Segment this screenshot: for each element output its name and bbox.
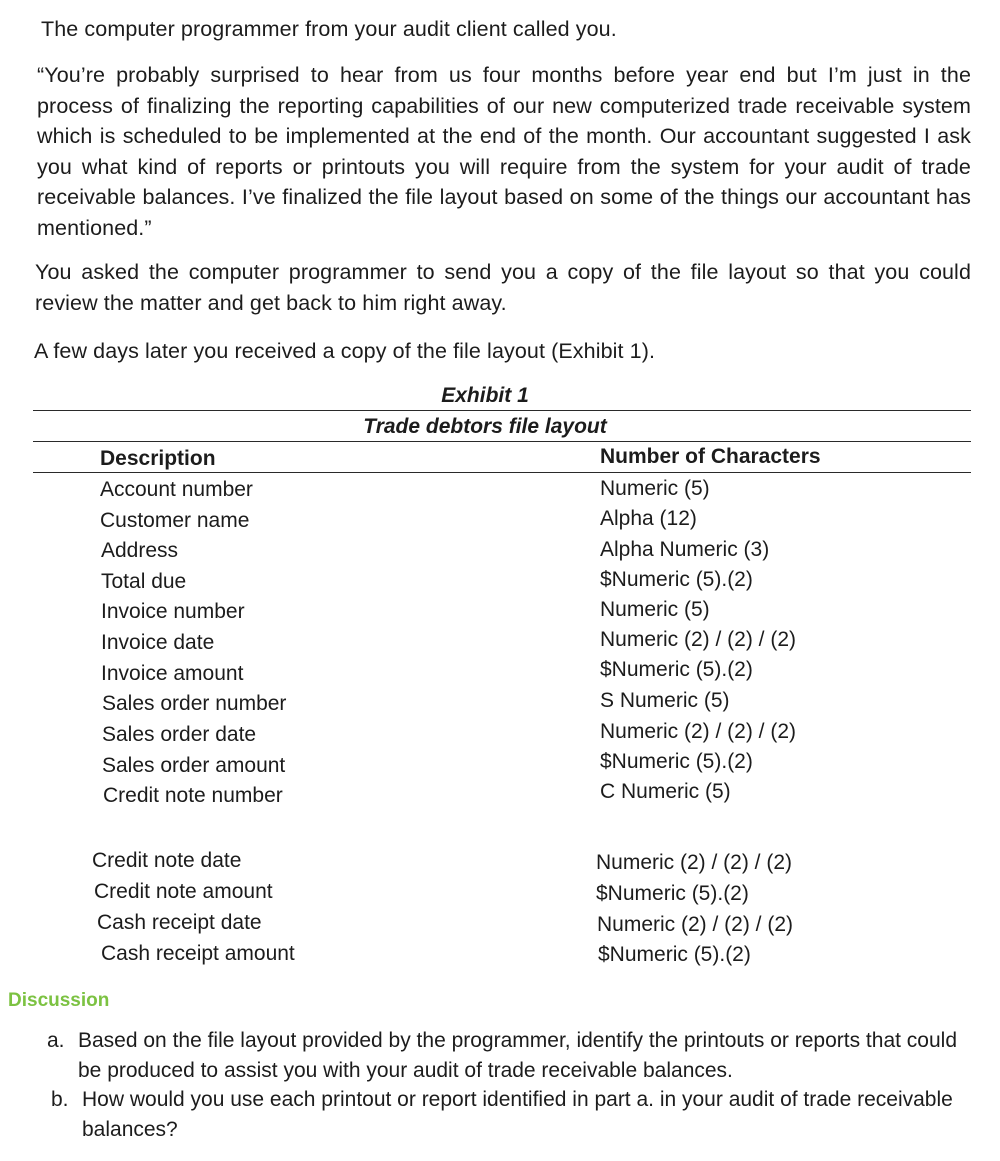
table-row bbox=[0, 846, 1000, 876]
field-characters: Alpha (12) bbox=[600, 507, 697, 530]
field-characters: Numeric (2) / (2) / (2) bbox=[600, 720, 797, 743]
table-row bbox=[0, 908, 1000, 938]
field-description: Sales order number bbox=[102, 692, 287, 715]
field-description: Sales order amount bbox=[102, 754, 286, 777]
table-row bbox=[0, 689, 1000, 719]
field-characters: Numeric (5) bbox=[600, 598, 710, 621]
field-characters: $Numeric (5).(2) bbox=[598, 943, 751, 966]
table-row bbox=[0, 659, 1000, 689]
field-characters: Numeric (2) / (2) / (2) bbox=[597, 913, 794, 936]
field-description: Sales order date bbox=[102, 723, 257, 746]
field-description: Credit note number bbox=[103, 784, 283, 807]
field-description: Credit note amount bbox=[94, 880, 273, 903]
table-header-bottom-rule bbox=[33, 472, 971, 473]
field-description: Credit note date bbox=[92, 849, 242, 872]
question-letter: b. bbox=[51, 1088, 69, 1111]
table-row bbox=[0, 720, 1000, 750]
table-row bbox=[0, 597, 1000, 627]
table-row bbox=[0, 751, 1000, 781]
discussion-question bbox=[51, 1085, 972, 1145]
field-characters: $Numeric (5).(2) bbox=[600, 750, 753, 773]
question-text: Based on the file layout provided by the programmer, identify the printouts or reports that could be produced to assist you with your audit of trade receivable balances. bbox=[78, 1029, 957, 1082]
discussion-heading: Discussion bbox=[8, 990, 110, 1011]
table-row bbox=[0, 781, 1000, 811]
field-description: Invoice amount bbox=[101, 662, 244, 685]
field-description: Invoice number bbox=[101, 600, 245, 623]
field-characters: Alpha Numeric (3) bbox=[600, 538, 770, 561]
exhibit-label: Exhibit 1 bbox=[441, 384, 529, 407]
field-characters: S Numeric (5) bbox=[600, 689, 730, 712]
discussion-question bbox=[47, 1026, 972, 1086]
table-row bbox=[0, 939, 1000, 969]
field-characters: Numeric (5) bbox=[600, 477, 710, 500]
table-top-rule bbox=[33, 410, 971, 411]
field-characters: Numeric (2) / (2) / (2) bbox=[600, 628, 797, 651]
question-text: How would you use each printout or report identified in part a. in your audit of trade receivable balances? bbox=[82, 1088, 953, 1141]
field-description: Customer name bbox=[100, 509, 250, 532]
table-row bbox=[0, 536, 1000, 566]
field-description: Total due bbox=[101, 570, 187, 593]
field-characters: $Numeric (5).(2) bbox=[600, 658, 753, 681]
table-row bbox=[0, 475, 1000, 505]
intro-paragraph: The computer programmer from your audit client called you. bbox=[41, 17, 617, 41]
column-header-characters: Number of Characters bbox=[600, 445, 821, 468]
field-characters: $Numeric (5).(2) bbox=[600, 568, 753, 591]
field-description: Invoice date bbox=[101, 631, 215, 654]
table-header-top-rule bbox=[33, 441, 971, 442]
field-characters: Numeric (2) / (2) / (2) bbox=[596, 851, 793, 874]
request-paragraph: You asked the computer programmer to send you a copy of the file layout so that you could review the matter and get back to him right away. bbox=[35, 260, 971, 315]
table-row bbox=[0, 567, 1000, 597]
question-letter: a. bbox=[47, 1029, 65, 1052]
table-row bbox=[0, 877, 1000, 907]
field-description: Account number bbox=[100, 478, 253, 501]
column-header-description: Description bbox=[100, 447, 216, 470]
field-characters: $Numeric (5).(2) bbox=[596, 882, 749, 905]
programmer-quote-paragraph: “You’re probably surprised to hear from us four months before year end but I’m just in the process of finalizing the reporting capabilities of our new computerized trade receivable system which is scheduled to be implemented at the end of the month. Our accountant suggested I ask you what kind of reports or printouts you will require from the system for your audit of trade receivable balances. I’ve finalized the file layout based on some of the things our accountant has mentioned.” bbox=[37, 63, 971, 240]
field-description: Cash receipt date bbox=[97, 911, 262, 934]
field-description: Address bbox=[101, 539, 179, 562]
exhibit-title: Trade debtors file layout bbox=[363, 415, 607, 438]
field-description: Cash receipt amount bbox=[101, 942, 295, 965]
received-paragraph: A few days later you received a copy of the file layout (Exhibit 1). bbox=[34, 339, 656, 363]
table-row bbox=[0, 506, 1000, 536]
field-characters: C Numeric (5) bbox=[600, 780, 731, 803]
table-row bbox=[0, 628, 1000, 658]
